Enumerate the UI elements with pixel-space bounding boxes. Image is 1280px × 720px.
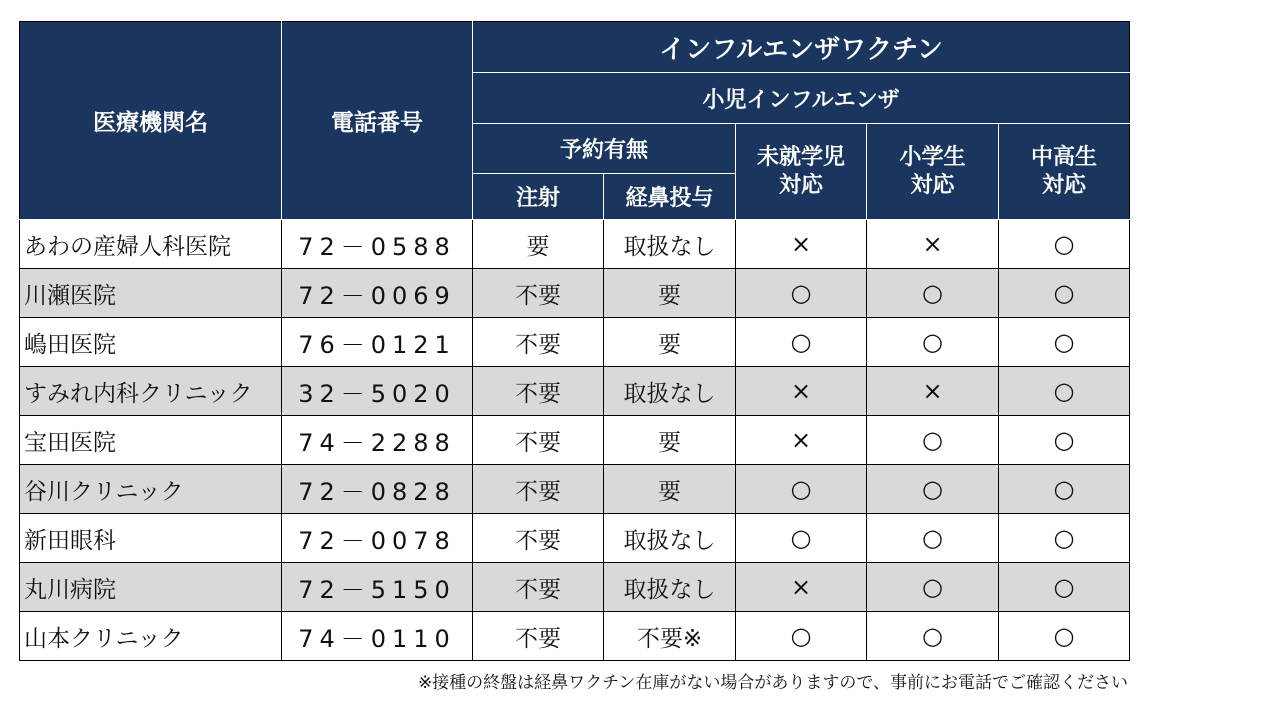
preschool-header-line1: 未就学児 — [756, 144, 845, 170]
facility-name: あわの産婦人科医院 — [20, 220, 282, 269]
nasal-reservation: 取扱なし — [604, 514, 736, 563]
elementary-support: × — [867, 367, 999, 416]
table-body — [20, 220, 1130, 661]
table-row — [20, 563, 1130, 612]
preschool-support: ○ — [736, 612, 867, 661]
nasal-reservation: 取扱なし — [604, 367, 736, 416]
phone-number: 72－0588 — [282, 220, 473, 269]
preschool-header — [736, 124, 867, 220]
table-row — [20, 612, 1130, 661]
secondary-support: ○ — [999, 269, 1130, 318]
footnote: ※接種の終盤は経鼻ワクチン在庫がない場合がありますので、事前にお電話でご確認ください — [417, 673, 1128, 693]
phone-number: 72－5150 — [282, 563, 473, 612]
phone-number: 32－5020 — [282, 367, 473, 416]
phone-number: 72－0069 — [282, 269, 473, 318]
table-row — [20, 465, 1130, 514]
preschool-support: × — [736, 367, 867, 416]
phone-number: 72－0078 — [282, 514, 473, 563]
preschool-support: ○ — [736, 269, 867, 318]
elementary-support: × — [867, 220, 999, 269]
injection-reservation: 不要 — [473, 563, 604, 612]
secondary-support: ○ — [999, 465, 1130, 514]
facility-name: 宝田医院 — [20, 416, 282, 465]
preschool-support: ○ — [736, 465, 867, 514]
table-row — [20, 220, 1130, 269]
nasal-reservation: 要 — [604, 465, 736, 514]
secondary-header-line1: 中高生 — [1031, 144, 1098, 170]
secondary-header-line2: 対応 — [1042, 172, 1087, 198]
nasal-header: 経鼻投与 — [604, 174, 736, 220]
pediatric-header: 小児インフルエンザ — [473, 73, 1130, 124]
injection-reservation: 不要 — [473, 318, 604, 367]
vaccine-header: インフルエンザワクチン — [473, 22, 1130, 73]
secondary-support: ○ — [999, 612, 1130, 661]
nasal-reservation: 要 — [604, 416, 736, 465]
table-header — [20, 22, 1130, 220]
preschool-support: ○ — [736, 318, 867, 367]
table-row — [20, 318, 1130, 367]
injection-reservation: 不要 — [473, 269, 604, 318]
facility-name: 新田眼科 — [20, 514, 282, 563]
phone-header: 電話番号 — [282, 22, 473, 220]
secondary-support: ○ — [999, 416, 1130, 465]
elementary-support: ○ — [867, 612, 999, 661]
table-row — [20, 416, 1130, 465]
preschool-support: × — [736, 416, 867, 465]
elementary-header-line2: 対応 — [910, 172, 955, 198]
nasal-reservation: 取扱なし — [604, 220, 736, 269]
secondary-support: ○ — [999, 563, 1130, 612]
phone-number: 76－0121 — [282, 318, 473, 367]
secondary-support: ○ — [999, 318, 1130, 367]
injection-header: 注射 — [473, 174, 604, 220]
elementary-support: ○ — [867, 416, 999, 465]
preschool-header-line2: 対応 — [778, 172, 823, 198]
elementary-header — [867, 124, 999, 220]
table-row — [20, 269, 1130, 318]
phone-number: 74－2288 — [282, 416, 473, 465]
elementary-header-line1: 小学生 — [899, 144, 966, 170]
nasal-reservation: 取扱なし — [604, 563, 736, 612]
vaccine-clinic-table — [19, 21, 1130, 661]
preschool-support: × — [736, 563, 867, 612]
facility-name: 山本クリニック — [20, 612, 282, 661]
injection-reservation: 不要 — [473, 612, 604, 661]
injection-reservation: 不要 — [473, 367, 604, 416]
facility-name: 川瀬医院 — [20, 269, 282, 318]
nasal-reservation: 要 — [604, 318, 736, 367]
reservation-header: 予約有無 — [473, 124, 736, 174]
nasal-reservation: 不要※ — [604, 612, 736, 661]
preschool-support: × — [736, 220, 867, 269]
facility-name: すみれ内科クリニック — [20, 367, 282, 416]
phone-number: 72－0828 — [282, 465, 473, 514]
secondary-support: ○ — [999, 220, 1130, 269]
elementary-support: ○ — [867, 465, 999, 514]
injection-reservation: 不要 — [473, 465, 604, 514]
elementary-support: ○ — [867, 514, 999, 563]
table-row — [20, 367, 1130, 416]
preschool-support: ○ — [736, 514, 867, 563]
elementary-support: ○ — [867, 563, 999, 612]
table-row — [20, 514, 1130, 563]
nasal-reservation: 要 — [604, 269, 736, 318]
facility-name: 谷川クリニック — [20, 465, 282, 514]
secondary-support: ○ — [999, 367, 1130, 416]
secondary-header — [999, 124, 1130, 220]
facility-name: 嶋田医院 — [20, 318, 282, 367]
injection-reservation: 不要 — [473, 514, 604, 563]
elementary-support: ○ — [867, 269, 999, 318]
secondary-support: ○ — [999, 514, 1130, 563]
phone-number: 74－0110 — [282, 612, 473, 661]
facility-name: 丸川病院 — [20, 563, 282, 612]
injection-reservation: 要 — [473, 220, 604, 269]
facility-header: 医療機関名 — [20, 22, 282, 220]
injection-reservation: 不要 — [473, 416, 604, 465]
elementary-support: ○ — [867, 318, 999, 367]
